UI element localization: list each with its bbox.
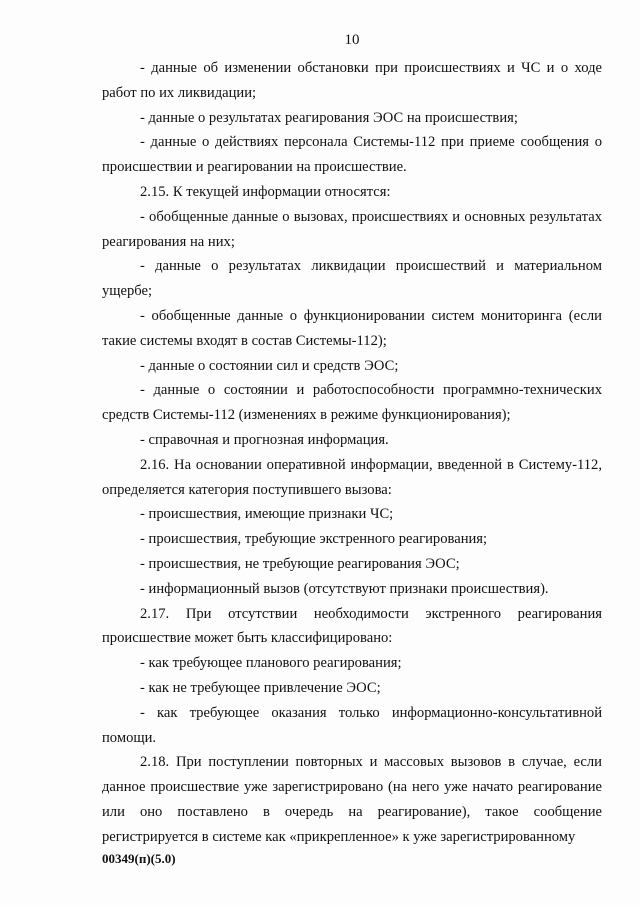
body-text bbox=[102, 56, 602, 850]
section-heading-2-18: 2.18. При поступлении повторных и массовых вызовов в случае, если данное происшествие уже зарегистрировано (на него уже начато реагирование или оно поставлено в очередь на реагирование), такое сообщение регистрируется в системе как «прикрепленное» к уже зарегистрированному bbox=[102, 754, 602, 845]
paragraph: - как требующее планового реагирования; bbox=[140, 655, 402, 672]
paragraph: - данные о результатах реагирования ЭОС на происшествия; bbox=[140, 109, 518, 126]
paragraph: - происшествия, требующие экстренного реагирования; bbox=[140, 531, 488, 548]
paragraph: - происшествия, имеющие признаки ЧС; bbox=[140, 506, 394, 523]
paragraph: - как не требующее привлечение ЭОС; bbox=[140, 679, 381, 696]
page-number: 10 bbox=[344, 32, 360, 48]
paragraph: - как требующее оказания только информационно-консультативной помощи. bbox=[102, 704, 602, 746]
paragraph: - данные об изменении обстановки при происшествиях и ЧС и о ходе работ по их ликвидации; bbox=[102, 60, 602, 101]
paragraph: - происшествия, не требующие реагирования ЭОС; bbox=[140, 555, 460, 572]
footer-document-code: 00349(п)(5.0) bbox=[102, 851, 176, 866]
paragraph: - данные о действиях персонала Системы-112 при приеме сообщения о происшествии и реагировании на происшествие. bbox=[102, 134, 602, 176]
section-heading-2-15: 2.15. К текущей информации относятся: bbox=[140, 183, 391, 200]
section-heading-2-17: 2.17. При отсутствии необходимости экстренного реагирования происшествие может быть классифицировано: bbox=[102, 605, 602, 647]
paragraph: - обобщенные данные о вызовах, происшествиях и основных результатах реагирования на них; bbox=[102, 208, 602, 250]
paragraph: - информационный вызов (отсутствуют признаки происшествия). bbox=[140, 580, 549, 597]
paragraph: - данные о состоянии и работоспособности программно-технических средств Системы-112 (изменениях в режиме функционирования); bbox=[102, 382, 602, 424]
paragraph: - данные о результатах ликвидации происшествий и материальном ущербе; bbox=[102, 258, 602, 300]
paragraph: - данные о состоянии сил и средств ЭОС; bbox=[140, 357, 399, 374]
paragraph: - справочная и прогнозная информация. bbox=[140, 431, 389, 448]
paragraph: - обобщенные данные о функционировании систем мониторинга (если такие системы входят в состав Системы-112); bbox=[102, 307, 602, 349]
section-heading-2-16: 2.16. На основании оперативной информации, введенной в Систему-112, определяется категория поступившего вызова: bbox=[102, 456, 602, 498]
